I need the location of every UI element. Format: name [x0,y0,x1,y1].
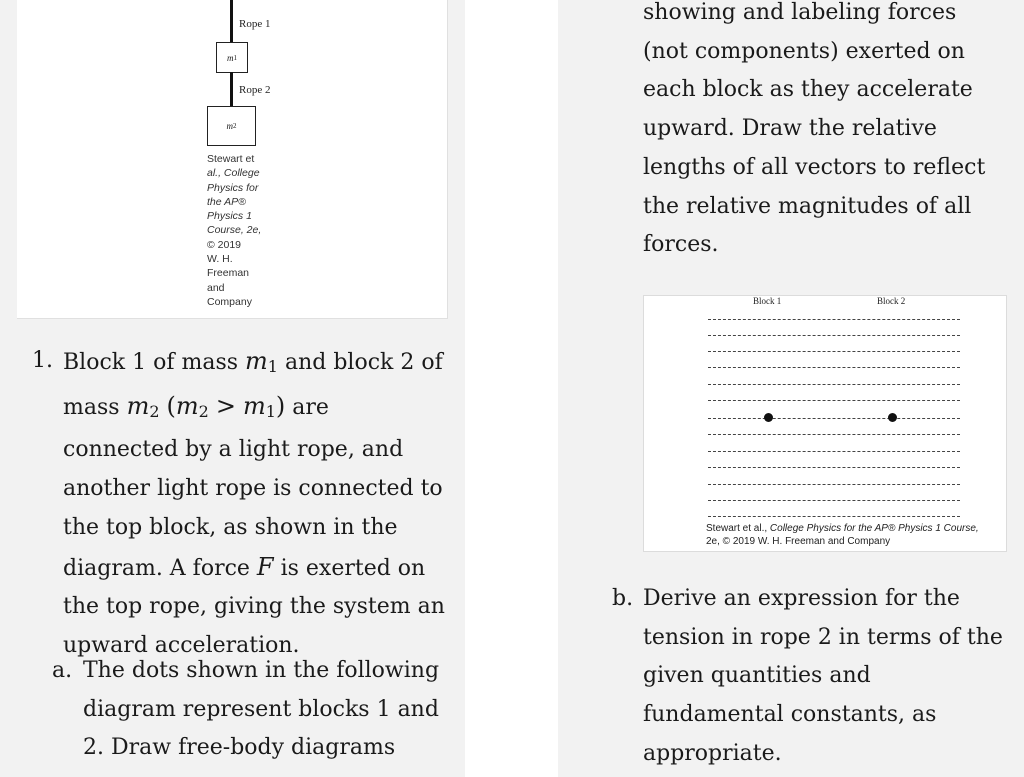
problem-line: the top block, as shown in the [63,514,398,540]
problem-line: upward acceleration. [63,632,300,658]
dashed-line [708,319,960,320]
dashed-line [708,484,960,485]
part-b-line: Derive an expression for the [643,586,960,611]
figure-credit [207,152,277,309]
problem-line: another light rope is connected to [63,476,443,502]
problem-statement [63,342,463,666]
part-b-text [643,580,1013,774]
part-b-line: tension in rope 2 in terms of the [643,624,1003,650]
dashed-line [708,335,960,336]
credit-line: Company [207,295,252,308]
part-a-label: a. [52,658,73,683]
block-m1 [216,42,248,73]
math-F: F [256,552,274,581]
dashed-line [708,367,960,368]
credit-line: Course, 2e, [207,224,262,237]
rope-2 [230,72,233,106]
part-b-line: given quantities and [643,663,871,689]
dashed-line [708,351,960,352]
rope-1 [230,0,233,42]
credit-line: © 2019 [207,238,242,251]
part-b-line: fundamental constants, as [643,702,937,728]
credit-line: al., College [207,167,260,180]
problem-number: 1. [32,348,53,373]
part-a-line: diagram represent blocks 1 and [83,696,439,722]
part-b-label: b. [612,586,634,611]
credit-line: the AP® [207,195,246,208]
math-m2: m2 [126,391,160,421]
credit-line: Freeman [207,267,250,280]
continuation-line: each block as they accelerate [643,77,973,103]
dashed-line [708,384,960,385]
block-2-dot [888,413,897,422]
problem-line: the top rope, giving the system an [63,594,445,620]
rope-blocks-figure [17,0,448,319]
problem-line: connected by a light rope, and [63,437,404,463]
dot-diagram-figure [643,295,1007,552]
math-m2: m2 [175,391,209,421]
dot-diagram-credit [706,522,996,548]
block-m2-letter: m [226,121,233,131]
problem-line: mass m2 (m2 > m1) are [63,391,329,421]
continuation-line: upward. Draw the relative [643,116,937,142]
credit-line: and [207,281,225,294]
block-1-label: Block 1 [753,296,782,306]
dashed-line [708,500,960,501]
part-a-text [83,652,463,768]
math-m1: m1 [242,391,276,421]
block-m1-subscript: 1 [233,53,237,62]
part-b-line: appropriate. [643,740,782,766]
credit-line: 2e, © 2019 W. H. Freeman and Company [706,536,891,547]
continuation-line: showing and labeling forces [643,0,957,25]
continuation-line: lengths of all vectors to reflect [643,154,986,180]
part-a-line: 2. Draw free-body diagrams [83,735,396,761]
block-m2-subscript: 2 [233,122,237,130]
continuation-line: forces. [643,232,719,258]
block-1-dot [764,413,773,422]
credit-line: Physics 1 [207,210,252,223]
credit-line: W. H. [207,253,233,266]
problem-line: Block 1 of mass m1 and block 2 of [63,347,443,376]
problem-line: diagram. A force F is exerted on [63,552,426,581]
continuation-line: (not components) exerted on [643,38,965,64]
rope-2-label: Rope 2 [239,84,271,96]
part-a-line: The dots shown in the following [83,658,440,683]
credit-line: Stewart et [207,153,255,165]
dashed-line [708,400,960,401]
math-m1: m1 [245,347,278,376]
credit-line: Physics for [207,181,259,194]
block-m2 [207,106,256,146]
block-2-label: Block 2 [877,296,906,306]
dashed-line [708,451,960,452]
dashed-line [708,467,960,468]
rope-1-label: Rope 1 [239,18,271,30]
part-a-continuation [643,0,1013,265]
dashed-line [708,434,960,435]
block-m1-letter: m [227,52,234,63]
dashed-line [708,418,960,419]
continuation-line: the relative magnitudes of all [643,193,972,219]
dashed-line [708,516,960,517]
credit-line: Stewart et al., College Physics for the AP® Physics 1 Course, [706,523,979,534]
